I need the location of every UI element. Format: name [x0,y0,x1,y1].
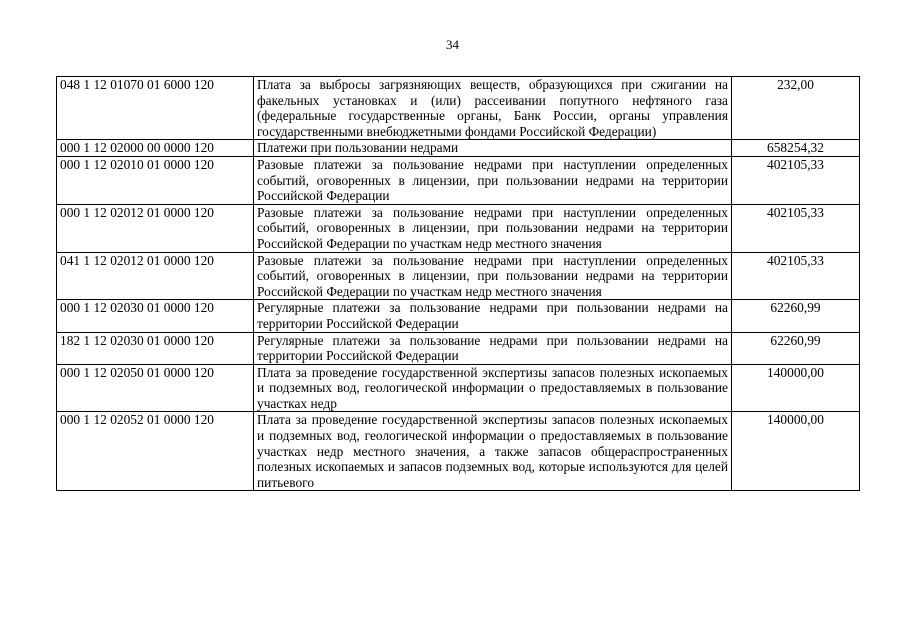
table-row [57,204,860,252]
table-body [57,77,860,491]
revenue-name: Регулярные платежи за пользование недрами при пользовании недрами на территории Российской Федерации [254,332,732,364]
budget-revenue-table [56,76,860,491]
revenue-amount: 62260,99 [732,300,860,332]
revenue-amount: 402105,33 [732,156,860,204]
budget-classification-code: 000 1 12 02030 01 0000 120 [57,300,254,332]
budget-classification-code: 041 1 12 02012 01 0000 120 [57,252,254,300]
budget-classification-code: 048 1 12 01070 01 6000 120 [57,77,254,140]
revenue-amount: 658254,32 [732,140,860,157]
revenue-amount: 232,00 [732,77,860,140]
revenue-name: Регулярные платежи за пользование недрами при пользовании недрами на территории Российской Федерации [254,300,732,332]
page-number: 34 [446,37,459,52]
revenue-name: Разовые платежи за пользование недрами при наступлении определенных событий, оговоренных в лицензии, при пользовании недрами на территории Российской Федерации [254,156,732,204]
budget-classification-code: 000 1 12 02050 01 0000 120 [57,364,254,412]
table-row [57,252,860,300]
table-row [57,156,860,204]
revenue-name: Разовые платежи за пользование недрами при наступлении определенных событий, оговоренных в лицензии, при пользовании недрами на территории Российской Федерации по участкам недр местного значения [254,204,732,252]
revenue-amount: 140000,00 [732,364,860,412]
budget-classification-code: 000 1 12 02012 01 0000 120 [57,204,254,252]
revenue-amount: 62260,99 [732,332,860,364]
budget-classification-code: 000 1 12 02052 01 0000 120 [57,412,254,491]
table-row [57,140,860,157]
table-row [57,332,860,364]
revenue-name: Разовые платежи за пользование недрами при наступлении определенных событий, оговоренных в лицензии, при пользовании недрами на территории Российской Федерации по участкам недр местного значения [254,252,732,300]
table-row [57,412,860,491]
table-row [57,364,860,412]
revenue-name: Плата за выбросы загрязняющих веществ, образующихся при сжигании на факельных установках и (или) рассеивании попутного нефтяного газа (федеральные государственные органы, Банк России, органы управления государственными внебюджетными фондами Российской Федерации) [254,77,732,140]
revenue-name: Платежи при пользовании недрами [254,140,732,157]
revenue-amount: 140000,00 [732,412,860,491]
budget-classification-code: 000 1 12 02000 00 0000 120 [57,140,254,157]
revenue-name: Плата за проведение государственной экспертизы запасов полезных ископаемых и подземных вод, геологической информации о предоставляемых в пользование участках недр местного значения, а также запасов общераспространенных полезных ископаемых и запасов подземных вод, которые используются для целей питьевого [254,412,732,491]
revenue-amount: 402105,33 [732,204,860,252]
budget-classification-code: 182 1 12 02030 01 0000 120 [57,332,254,364]
table-row [57,77,860,140]
revenue-amount: 402105,33 [732,252,860,300]
revenue-name: Плата за проведение государственной экспертизы запасов полезных ископаемых и подземных вод, геологической информации о предоставляемых в пользование участках недр [254,364,732,412]
table-row [57,300,860,332]
budget-classification-code: 000 1 12 02010 01 0000 120 [57,156,254,204]
